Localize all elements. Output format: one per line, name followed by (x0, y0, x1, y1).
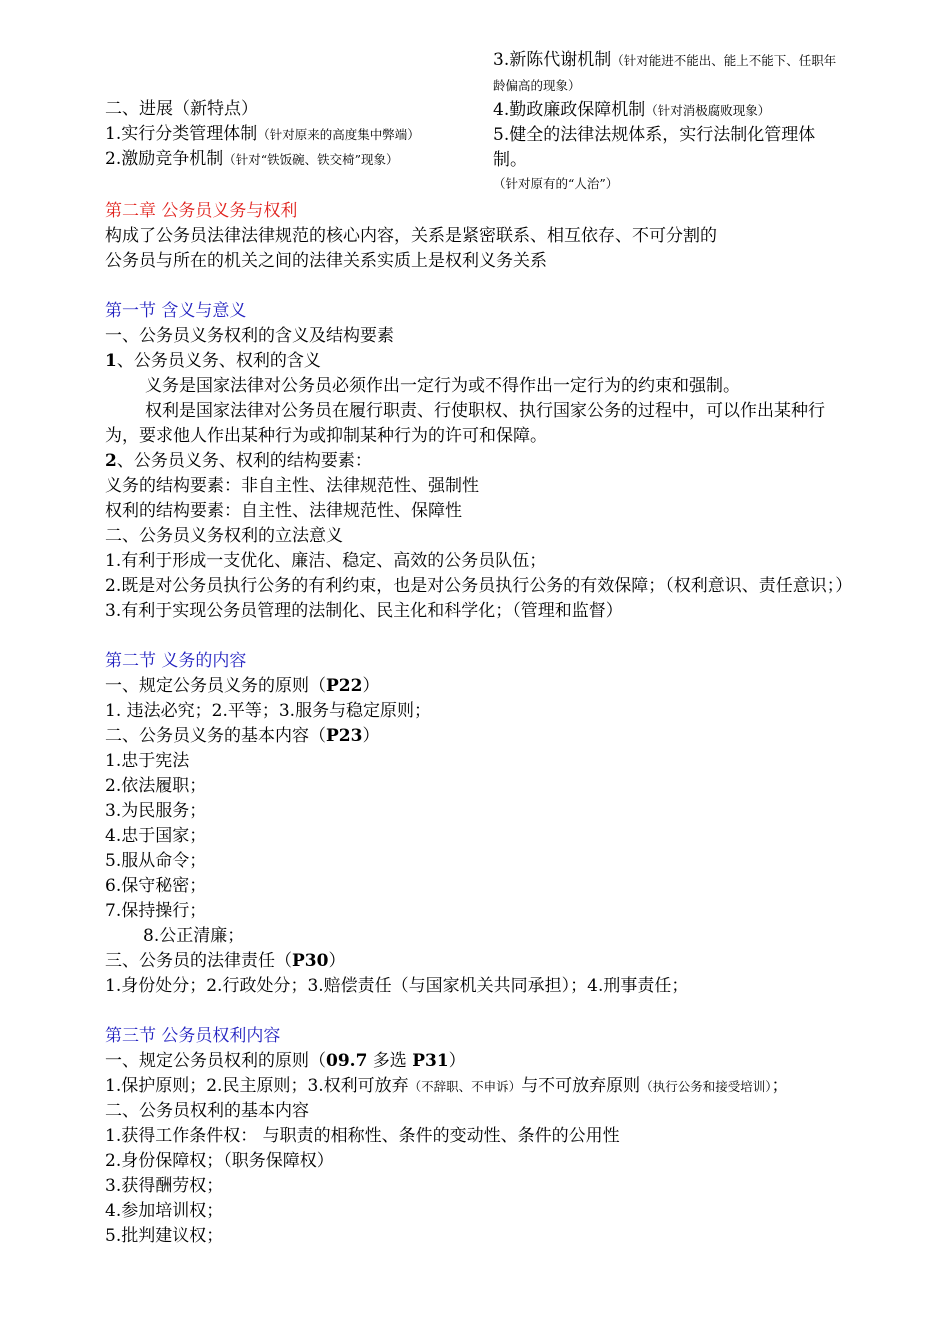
duty-item: 6.保守秘密； (105, 876, 207, 896)
section-1-sub-2: 2、公务员义务、权利的结构要素： (105, 451, 372, 471)
legal-liabilities: 1.身份处分；2.行政处分；3.赔偿责任（与国家机关共同承担）；4.刑事责任； (105, 976, 689, 996)
item-3 (493, 48, 843, 98)
right-item: 2.身份保障权；（职务保障权） (105, 1151, 334, 1171)
section-2-heading-1: 一、规定公务员义务的原则（P22） (105, 676, 380, 696)
right-item: 5.批判建议权； (105, 1226, 224, 1246)
item-2 (105, 147, 465, 172)
section-2-heading-3: 三、公务员的法律责任（P30） (105, 951, 346, 971)
main-content (105, 199, 853, 1249)
meaning-1: 1.有利于形成一支优化、廉洁、稳定、高效的公务员队伍； (105, 551, 547, 571)
section-3-heading-1: 一、规定公务员权利的原则（09.7 多选 P31） (105, 1051, 466, 1071)
duty-item: 2.依法履职； (105, 776, 207, 796)
item-5: 5.健全的法律法规体系，实行法制化管理体制。 (493, 125, 816, 170)
right-item: 1.获得工作条件权： 与职责的相称性、条件的变动性、条件的公用性 (105, 1126, 620, 1146)
item-1-note: （针对原来的高度集中弊端） (257, 127, 420, 142)
duty-item: 5.服从命令； (105, 851, 207, 871)
section-2-heading-2: 二、公务员义务的基本内容（P23） (105, 726, 380, 746)
right-top-column (493, 48, 843, 195)
duty-item: 1.忠于宪法 (105, 751, 190, 771)
item-4 (493, 98, 843, 123)
section-2-title: 第二节 义务的内容 (105, 651, 247, 671)
meaning-2: 2.既是对公务员执行公务的有利约束，也是对公务员执行公务的有效保障；（权利意识、责任意识；） (105, 576, 853, 596)
duty-item: 7.保持操行； (105, 901, 207, 921)
item-3-note: （针对能进不能出、能上不能下、任职年龄偏高的现象） (493, 53, 837, 93)
chapter-line-2: 公务员与所在的机关之间的法律关系实质上是权利义务关系 (105, 251, 547, 271)
chapter-title: 第二章 公务员义务与权利 (105, 201, 298, 221)
left-top-column (105, 97, 465, 172)
duty-elements: 义务的结构要素：非自主性、法律规范性、强制性 (105, 476, 479, 496)
right-definition: 权利是国家法律对公务员在履行职责、行使职权、执行国家公务的过程中，可以作出某种行为，要求他人作出某种行为或抑制某种行为的许可和保障。 (105, 401, 825, 446)
item-2-note: （针对“铁饭碗、铁交椅”现象） (223, 152, 399, 167)
right-elements: 权利的结构要素：自主性、法律规范性、保障性 (105, 501, 462, 521)
section-3-heading-2: 二、公务员权利的基本内容 (105, 1101, 309, 1121)
section-1-heading-1: 一、公务员义务权利的含义及结构要素 (105, 326, 394, 346)
section-3-title: 第三节 公务员权利内容 (105, 1026, 281, 1046)
item-2-main: 2.激励竞争机制 (105, 149, 224, 169)
section-1-heading-2: 二、公务员义务权利的立法意义 (105, 526, 343, 546)
right-item: 3.获得酬劳权； (105, 1176, 224, 1196)
item-1 (105, 122, 465, 147)
section-1-title: 第一节 含义与意义 (105, 301, 247, 321)
item-4-note: （针对消极腐败现象） (645, 103, 771, 118)
section-1-sub-1: 1、公务员义务、权利的含义 (105, 351, 321, 371)
duty-item: 4.忠于国家； (105, 826, 207, 846)
item-1-main: 1.实行分类管理体制 (105, 124, 258, 144)
item-3-main: 3.新陈代谢机制 (493, 50, 612, 70)
right-item: 4.参加培训权； (105, 1201, 224, 1221)
meaning-3: 3.有利于实现公务员管理的法制化、民主化和科学化；（管理和监督） (105, 601, 623, 621)
chapter-line-1: 构成了公务员法律法律规范的核心内容，关系是紧密联系、相互依存、不可分割的 (105, 226, 717, 246)
duty-principles: 1. 违法必究；2.平等；3.服务与稳定原则； (105, 701, 432, 721)
duty-item: 3.为民服务； (105, 801, 207, 821)
right-principles: 1.保护原则；2.民主原则；3.权利可放弃（不辞职、不申诉）与不可放弃原则（执行公务和接受培训）； (105, 1076, 789, 1096)
duty-definition: 义务是国家法律对公务员必须作出一定行为或不得作出一定行为的约束和强制。 (145, 376, 740, 396)
item-5-note: （针对原有的“人治”） (493, 176, 619, 191)
item-4-main: 4.勤政廉政保障机制 (493, 100, 646, 120)
progress-heading: 二、进展（新特点） (105, 99, 258, 119)
duty-item-8: 8.公正清廉； (143, 926, 245, 946)
